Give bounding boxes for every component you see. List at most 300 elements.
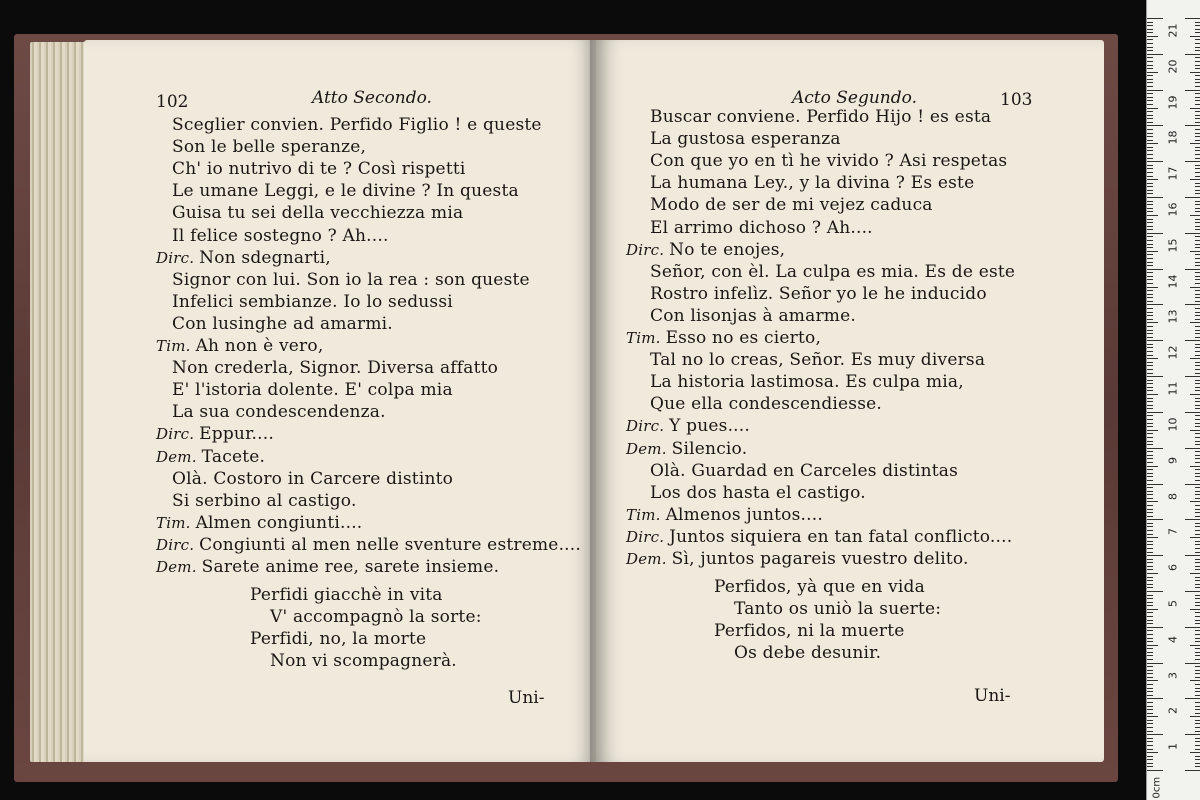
ruler-tick bbox=[1147, 165, 1153, 166]
ruler-tick bbox=[1195, 211, 1200, 212]
ruler-tick bbox=[1195, 204, 1200, 205]
ruler-tick bbox=[1147, 652, 1153, 653]
ruler-tick bbox=[1195, 115, 1200, 116]
ruler-tick bbox=[1195, 244, 1200, 245]
ruler-tick bbox=[1195, 691, 1200, 692]
ruler-tick bbox=[1195, 236, 1200, 237]
ruler-tick bbox=[1195, 423, 1200, 424]
ruler-tick bbox=[1147, 301, 1153, 302]
ruler-tick bbox=[1195, 673, 1200, 674]
ruler-tick bbox=[1185, 663, 1200, 664]
ruler-tick bbox=[1195, 695, 1200, 696]
ruler-tick bbox=[1195, 229, 1200, 230]
ruler-tick bbox=[1195, 398, 1200, 399]
ruler-tick bbox=[1195, 301, 1200, 302]
line-text: Juntos siquiera en tan fatal conflicto.... bbox=[669, 526, 1013, 547]
ruler-tick bbox=[1195, 670, 1200, 671]
ruler-number: 13 bbox=[1166, 309, 1180, 324]
ruler-tick bbox=[1147, 287, 1158, 288]
ruler-tick bbox=[1147, 655, 1153, 656]
ruler-tick bbox=[1147, 713, 1153, 714]
ruler-tick bbox=[1147, 627, 1163, 628]
ruler-tick bbox=[1147, 136, 1153, 137]
ruler-tick bbox=[1147, 143, 1158, 144]
ruler-tick bbox=[1147, 677, 1153, 678]
ruler-tick bbox=[1147, 680, 1158, 681]
ruler-tick bbox=[1147, 616, 1153, 617]
ruler-tick bbox=[1195, 312, 1200, 313]
ruler-tick bbox=[1147, 122, 1153, 123]
ruler-tick bbox=[1195, 433, 1200, 434]
speaker-name: Tim. bbox=[626, 329, 666, 347]
ruler-tick bbox=[1147, 566, 1153, 567]
ruler-tick bbox=[1147, 526, 1153, 527]
ruler-tick bbox=[1185, 18, 1200, 19]
line-text: Sarete anime ree, sarete insieme. bbox=[201, 557, 500, 577]
ruler-tick bbox=[1195, 655, 1200, 656]
ruler-tick bbox=[1147, 394, 1158, 395]
ruler-tick bbox=[1147, 373, 1153, 374]
ruler-tick bbox=[1147, 759, 1153, 760]
ruler-tick bbox=[1195, 279, 1200, 280]
ruler-tick bbox=[1147, 115, 1153, 116]
ruler-tick bbox=[1195, 193, 1200, 194]
ruler-tick bbox=[1195, 208, 1200, 209]
ruler-tick bbox=[1147, 290, 1153, 291]
ruler-tick bbox=[1147, 408, 1153, 409]
ruler-tick bbox=[1195, 355, 1200, 356]
ruler-tick bbox=[1195, 154, 1200, 155]
text-line bbox=[650, 194, 933, 216]
text-line bbox=[172, 379, 453, 401]
ruler-tick bbox=[1190, 251, 1200, 252]
catchword: Uni- bbox=[508, 688, 545, 708]
ruler-tick bbox=[1195, 380, 1200, 381]
ruler-tick bbox=[1147, 68, 1153, 69]
ruler-tick bbox=[1195, 630, 1200, 631]
text-line bbox=[172, 401, 386, 423]
ruler-tick bbox=[1195, 294, 1200, 295]
ruler-number: 10 bbox=[1166, 417, 1180, 432]
line-text: Olà. Guardad en Carceles distintas bbox=[650, 460, 959, 481]
ruler-tick bbox=[1147, 426, 1153, 427]
ruler-tick bbox=[1195, 462, 1200, 463]
ruler-tick bbox=[1195, 290, 1200, 291]
ruler-tick bbox=[1147, 770, 1163, 771]
ruler-tick bbox=[1195, 226, 1200, 227]
ruler-tick bbox=[1185, 448, 1200, 449]
ruler-number: 11 bbox=[1166, 381, 1180, 396]
ruler-number: 14 bbox=[1166, 274, 1180, 289]
ruler-tick bbox=[1195, 319, 1200, 320]
ruler-tick bbox=[1147, 140, 1153, 141]
text-line bbox=[650, 305, 856, 327]
ruler-tick bbox=[1147, 609, 1158, 610]
line-text: Olà. Costoro in Carcere distinto bbox=[172, 468, 454, 489]
ruler-tick bbox=[1147, 355, 1153, 356]
ruler-tick bbox=[1195, 75, 1200, 76]
ruler-tick bbox=[1195, 140, 1200, 141]
ruler-tick bbox=[1195, 666, 1200, 667]
ruler-tick bbox=[1147, 766, 1153, 767]
ruler-tick bbox=[1147, 125, 1163, 126]
ruler-tick bbox=[1195, 387, 1200, 388]
ruler-tick bbox=[1147, 401, 1153, 402]
ruler-tick bbox=[1195, 262, 1200, 263]
ruler-tick bbox=[1195, 276, 1200, 277]
ruler-tick bbox=[1185, 734, 1200, 735]
ruler-tick bbox=[1147, 398, 1153, 399]
ruler-tick bbox=[1147, 709, 1153, 710]
ruler-tick bbox=[1147, 297, 1153, 298]
ruler-tick bbox=[1147, 208, 1153, 209]
ruler-tick bbox=[1195, 254, 1200, 255]
ruler-tick bbox=[1147, 756, 1153, 757]
ruler-tick bbox=[1195, 308, 1200, 309]
ruler-tick bbox=[1195, 523, 1200, 524]
ruler-tick bbox=[1147, 39, 1153, 40]
ruler-tick bbox=[1185, 54, 1200, 55]
text-line bbox=[172, 225, 389, 247]
ruler-tick bbox=[1147, 72, 1158, 73]
text-line bbox=[156, 335, 323, 357]
ruler-tick bbox=[1195, 362, 1200, 363]
ruler-tick bbox=[1195, 426, 1200, 427]
verse-line: Tanto os uniò la suerte: bbox=[734, 599, 942, 619]
ruler-tick bbox=[1195, 93, 1200, 94]
ruler-tick bbox=[1195, 172, 1200, 173]
ruler-tick bbox=[1147, 262, 1153, 263]
ruler-tick bbox=[1147, 29, 1153, 30]
ruler-tick bbox=[1195, 580, 1200, 581]
line-text: Señor, con èl. La culpa es mia. Es de este bbox=[650, 261, 1016, 282]
verse-line: V' accompagnò la sorte: bbox=[270, 607, 482, 627]
ruler-tick bbox=[1190, 466, 1200, 467]
ruler-tick bbox=[1147, 530, 1153, 531]
ruler-tick bbox=[1147, 172, 1153, 173]
ruler-unit: 0cm bbox=[1151, 776, 1163, 799]
ruler-tick bbox=[1147, 25, 1153, 26]
ruler-tick bbox=[1147, 505, 1153, 506]
ruler-tick bbox=[1147, 706, 1153, 707]
ruler-tick bbox=[1195, 32, 1200, 33]
ruler-tick bbox=[1147, 108, 1158, 109]
measurement-ruler bbox=[1146, 0, 1200, 800]
ruler-tick bbox=[1195, 100, 1200, 101]
ruler-tick bbox=[1147, 272, 1153, 273]
ruler-number: 21 bbox=[1166, 23, 1180, 38]
ruler-tick bbox=[1147, 312, 1153, 313]
line-text: Que ella condescendiesse. bbox=[650, 394, 883, 415]
ruler-tick bbox=[1147, 147, 1153, 148]
ruler-tick bbox=[1195, 706, 1200, 707]
ruler-tick bbox=[1195, 530, 1200, 531]
ruler-tick bbox=[1195, 111, 1200, 112]
line-text: Con que yo en tì he vivido ? Asi respetas bbox=[650, 151, 1008, 172]
ruler-tick bbox=[1147, 229, 1153, 230]
ruler-tick bbox=[1195, 648, 1200, 649]
line-text: Il felice sostegno ? Ah.... bbox=[172, 225, 389, 246]
ruler-tick bbox=[1147, 462, 1153, 463]
line-text: La humana Ley., y la divina ? Es este bbox=[650, 173, 975, 194]
ruler-tick bbox=[1147, 333, 1153, 334]
ruler-number: 3 bbox=[1166, 671, 1180, 679]
ruler-tick bbox=[1195, 741, 1200, 742]
line-text: Tacete. bbox=[201, 446, 266, 467]
line-text: Infelici sembianze. Io lo sedussi bbox=[172, 291, 453, 312]
ruler-tick bbox=[1147, 344, 1153, 345]
ruler-number: 9 bbox=[1166, 456, 1180, 464]
ruler-tick bbox=[1147, 319, 1153, 320]
ruler-tick bbox=[1195, 57, 1200, 58]
ruler-tick bbox=[1147, 219, 1153, 220]
ruler-tick bbox=[1195, 415, 1200, 416]
ruler-number: 1 bbox=[1166, 743, 1180, 751]
ruler-tick bbox=[1195, 383, 1200, 384]
ruler-tick bbox=[1190, 72, 1200, 73]
ruler-tick bbox=[1195, 147, 1200, 148]
ruler-tick bbox=[1195, 634, 1200, 635]
line-text: Buscar conviene. Perfido Hijo ! es esta bbox=[650, 107, 992, 127]
text-line bbox=[172, 202, 463, 224]
ruler-tick bbox=[1195, 29, 1200, 30]
ruler-tick bbox=[1147, 512, 1153, 513]
line-text: Esso no es cierto, bbox=[665, 328, 822, 348]
ruler-tick bbox=[1185, 555, 1200, 556]
ruler-tick bbox=[1147, 595, 1153, 596]
ruler-tick bbox=[1195, 763, 1200, 764]
text-line bbox=[650, 106, 991, 128]
text-line bbox=[156, 512, 362, 534]
ruler-tick bbox=[1147, 183, 1153, 184]
ruler-tick bbox=[1190, 430, 1200, 431]
ruler-tick bbox=[1185, 698, 1200, 699]
running-head: Acto Segundo. bbox=[792, 88, 917, 108]
ruler-tick bbox=[1195, 480, 1200, 481]
ruler-tick bbox=[1147, 337, 1153, 338]
ruler-tick bbox=[1195, 369, 1200, 370]
ruler-tick bbox=[1147, 441, 1153, 442]
ruler-tick bbox=[1195, 219, 1200, 220]
ruler-tick bbox=[1147, 602, 1153, 603]
ruler-tick bbox=[1190, 501, 1200, 502]
ruler-tick bbox=[1147, 469, 1153, 470]
ruler-tick bbox=[1195, 458, 1200, 459]
ruler-tick bbox=[1195, 620, 1200, 621]
ruler-tick bbox=[1147, 448, 1163, 449]
ruler-tick bbox=[1147, 233, 1163, 234]
line-text: Si serbino al castigo. bbox=[172, 490, 357, 511]
ruler-tick bbox=[1195, 577, 1200, 578]
ruler-tick bbox=[1195, 265, 1200, 266]
ruler-tick bbox=[1147, 702, 1153, 703]
ruler-tick bbox=[1147, 150, 1153, 151]
ruler-tick bbox=[1147, 236, 1153, 237]
text-line bbox=[650, 460, 958, 482]
ruler-tick bbox=[1195, 587, 1200, 588]
ruler-tick bbox=[1195, 584, 1200, 585]
ruler-tick bbox=[1147, 308, 1153, 309]
text-line bbox=[650, 217, 873, 239]
ruler-tick bbox=[1147, 294, 1153, 295]
ruler-tick bbox=[1195, 709, 1200, 710]
speaker-name: Dirc. bbox=[156, 248, 200, 267]
ruler-tick bbox=[1147, 695, 1153, 696]
ruler-tick bbox=[1195, 616, 1200, 617]
ruler-tick bbox=[1147, 154, 1153, 155]
ruler-tick bbox=[1190, 358, 1200, 359]
line-text: Los dos hasta el castigo. bbox=[650, 482, 866, 503]
ruler-tick bbox=[1195, 731, 1200, 732]
ruler-tick bbox=[1190, 287, 1200, 288]
line-text: Modo de ser de mi vejez caduca bbox=[650, 195, 933, 216]
ruler-tick bbox=[1147, 598, 1153, 599]
ruler-tick bbox=[1185, 233, 1200, 234]
ruler-tick bbox=[1195, 659, 1200, 660]
text-line bbox=[650, 283, 987, 305]
ruler-tick bbox=[1195, 566, 1200, 567]
ruler-tick bbox=[1147, 555, 1163, 556]
ruler-tick bbox=[1147, 648, 1153, 649]
ruler-tick bbox=[1147, 47, 1153, 48]
ruler-tick bbox=[1147, 111, 1153, 112]
ruler-tick bbox=[1185, 519, 1200, 520]
speaker-name: Dirc. bbox=[626, 417, 670, 436]
ruler-tick bbox=[1147, 444, 1153, 445]
ruler-number: 2 bbox=[1166, 707, 1180, 715]
line-text: Silencio. bbox=[671, 438, 748, 459]
ruler-tick bbox=[1147, 330, 1153, 331]
ruler-tick bbox=[1195, 451, 1200, 452]
ruler-tick bbox=[1185, 376, 1200, 377]
text-line bbox=[172, 468, 453, 490]
ruler-tick bbox=[1147, 100, 1153, 101]
ruler-tick bbox=[1195, 82, 1200, 83]
speaker-name: Dirc. bbox=[156, 425, 200, 444]
ruler-tick bbox=[1147, 412, 1163, 413]
ruler-tick bbox=[1147, 279, 1153, 280]
ruler-tick bbox=[1195, 595, 1200, 596]
ruler-tick bbox=[1147, 383, 1153, 384]
text-line bbox=[172, 291, 453, 313]
ruler-tick bbox=[1195, 330, 1200, 331]
ruler-tick bbox=[1195, 562, 1200, 563]
ruler-tick bbox=[1147, 61, 1153, 62]
ruler-tick bbox=[1147, 473, 1153, 474]
ruler-tick bbox=[1195, 405, 1200, 406]
verse-line: Perfidos, yà que en vida bbox=[714, 577, 925, 597]
ruler-tick bbox=[1195, 612, 1200, 613]
ruler-tick bbox=[1147, 491, 1153, 492]
line-text: Almen congiunti.... bbox=[195, 512, 363, 533]
text-line bbox=[172, 313, 393, 335]
ruler-tick bbox=[1195, 509, 1200, 510]
ruler-tick bbox=[1195, 365, 1200, 366]
ruler-tick bbox=[1147, 569, 1153, 570]
ruler-tick bbox=[1147, 247, 1153, 248]
ruler-tick bbox=[1195, 122, 1200, 123]
ruler-tick bbox=[1195, 552, 1200, 553]
ruler-tick bbox=[1195, 623, 1200, 624]
ruler-tick bbox=[1147, 269, 1163, 270]
ruler-tick bbox=[1147, 476, 1153, 477]
ruler-tick bbox=[1147, 201, 1153, 202]
ruler-tick bbox=[1147, 577, 1153, 578]
ruler-tick bbox=[1190, 752, 1200, 753]
ruler-tick bbox=[1147, 734, 1163, 735]
ruler-tick bbox=[1147, 494, 1153, 495]
ruler-tick bbox=[1147, 763, 1153, 764]
ruler-tick bbox=[1147, 523, 1153, 524]
verse-line: Non vi scompagnerà. bbox=[270, 651, 457, 671]
ruler-tick bbox=[1185, 269, 1200, 270]
ruler-tick bbox=[1147, 559, 1153, 560]
speaker-name: Dem. bbox=[156, 447, 202, 466]
ruler-tick bbox=[1195, 165, 1200, 166]
ruler-tick bbox=[1195, 526, 1200, 527]
ruler-tick bbox=[1190, 680, 1200, 681]
ruler-tick bbox=[1195, 351, 1200, 352]
verse-line: Perfidos, ni la muerte bbox=[714, 621, 905, 641]
line-text: Con lusinghe ad amarmi. bbox=[172, 313, 393, 334]
ruler-tick bbox=[1195, 150, 1200, 151]
ruler-tick bbox=[1147, 673, 1153, 674]
ruler-tick bbox=[1190, 716, 1200, 717]
ruler-tick bbox=[1185, 484, 1200, 485]
ruler-tick bbox=[1147, 283, 1153, 284]
ruler-tick bbox=[1147, 484, 1163, 485]
text-line bbox=[650, 172, 974, 194]
ruler-tick bbox=[1147, 362, 1153, 363]
line-text: Congiunti al men nelle sventure estreme.... bbox=[199, 534, 581, 555]
ruler-tick bbox=[1195, 408, 1200, 409]
ruler-tick bbox=[1147, 32, 1153, 33]
ruler-tick bbox=[1195, 559, 1200, 560]
ruler-tick bbox=[1147, 645, 1158, 646]
ruler-tick bbox=[1147, 36, 1158, 37]
ruler-tick bbox=[1195, 25, 1200, 26]
ruler-tick bbox=[1195, 455, 1200, 456]
ruler-tick bbox=[1147, 369, 1153, 370]
ruler-tick bbox=[1195, 516, 1200, 517]
line-text: Signor con lui. Son io la rea : son queste bbox=[172, 269, 530, 290]
ruler-tick bbox=[1147, 93, 1153, 94]
ruler-tick bbox=[1195, 713, 1200, 714]
ruler-tick bbox=[1195, 47, 1200, 48]
ruler-tick bbox=[1147, 222, 1153, 223]
ruler-tick bbox=[1147, 193, 1153, 194]
line-text: La gustosa esperanza bbox=[650, 129, 841, 150]
ruler-tick bbox=[1147, 723, 1153, 724]
line-text: Rostro infelìz. Señor yo le he inducido bbox=[650, 283, 987, 304]
ruler-tick bbox=[1147, 455, 1153, 456]
ruler-tick bbox=[1147, 749, 1153, 750]
ruler-tick bbox=[1190, 215, 1200, 216]
ruler-tick bbox=[1185, 161, 1200, 162]
ruler-tick bbox=[1195, 401, 1200, 402]
text-line bbox=[650, 371, 964, 393]
ruler-tick bbox=[1147, 480, 1153, 481]
ruler-tick bbox=[1190, 322, 1200, 323]
ruler-tick bbox=[1195, 337, 1200, 338]
ruler-tick bbox=[1147, 54, 1163, 55]
ruler-tick bbox=[1195, 677, 1200, 678]
ruler-tick bbox=[1195, 50, 1200, 51]
ruler-tick bbox=[1147, 466, 1158, 467]
ruler-tick bbox=[1190, 36, 1200, 37]
ruler-tick bbox=[1195, 133, 1200, 134]
ruler-tick bbox=[1195, 315, 1200, 316]
